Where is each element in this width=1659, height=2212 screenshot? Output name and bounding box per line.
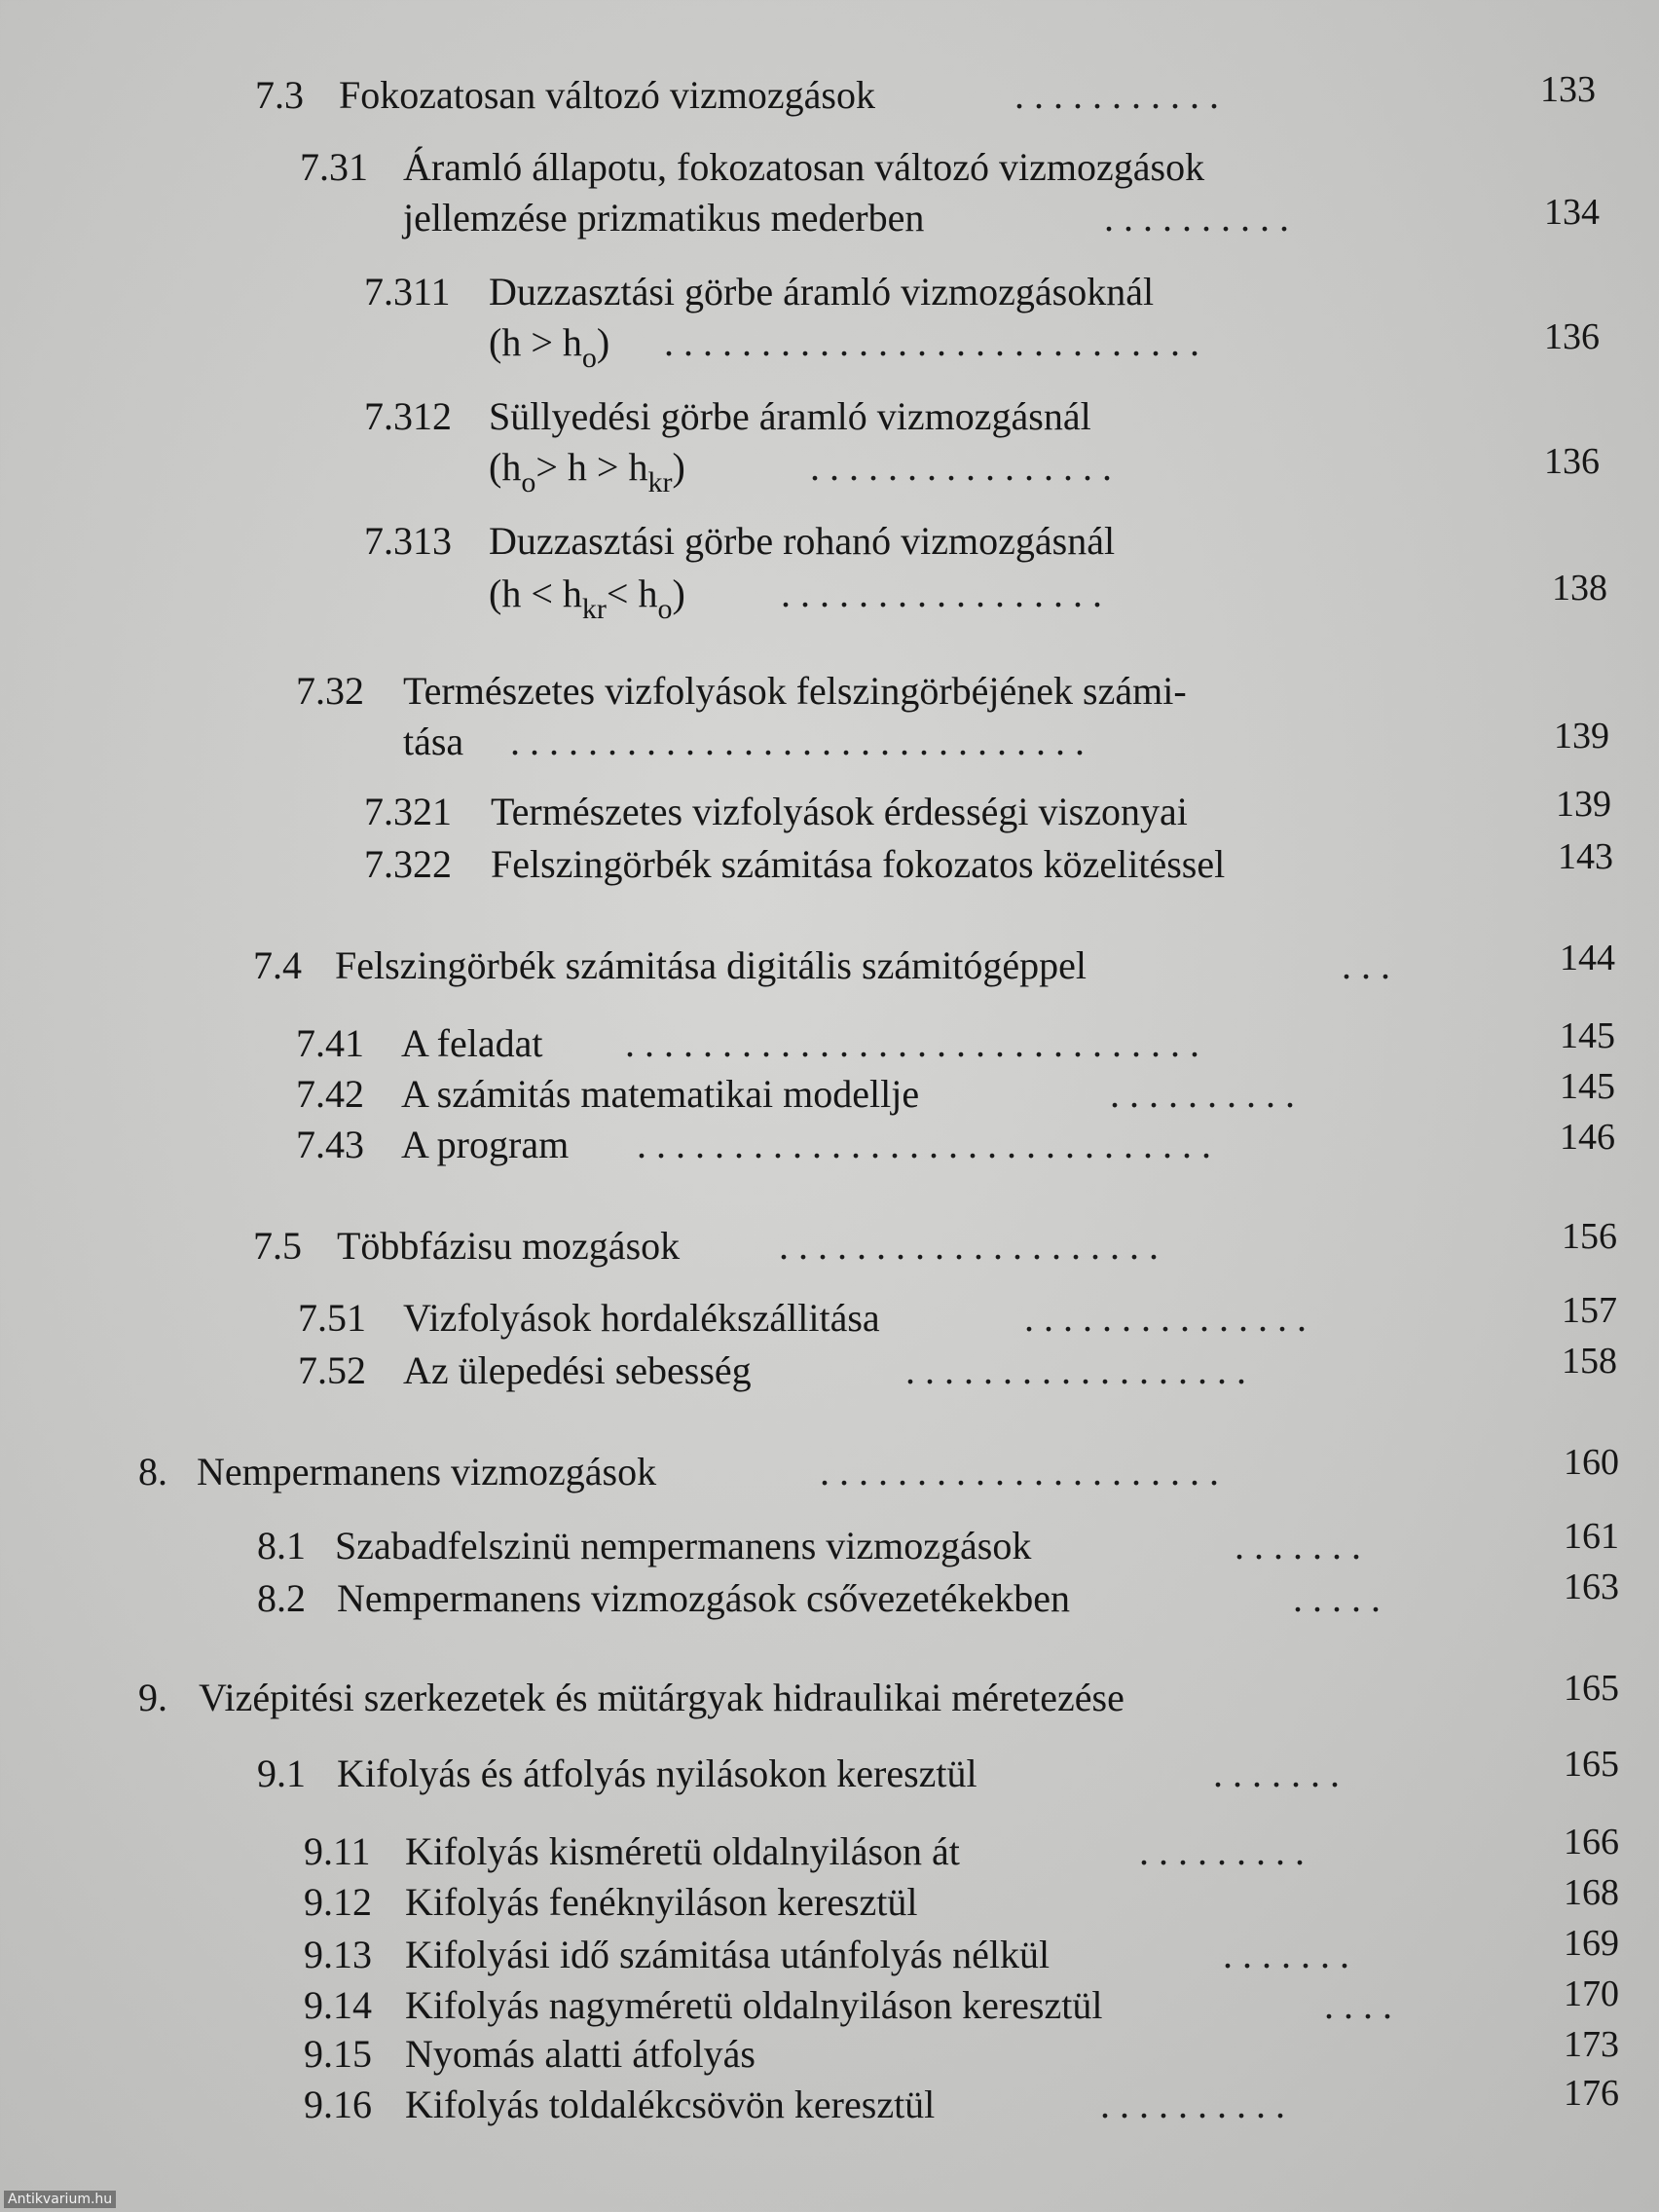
page-number: 145 bbox=[1560, 1015, 1615, 1056]
entry-number: 8. bbox=[138, 1450, 167, 1493]
entry-number: 9.14 bbox=[304, 1983, 372, 2027]
formula-part: > h > h bbox=[535, 445, 648, 489]
leader-dots: . . . . . . . . . . bbox=[1110, 1072, 1295, 1116]
entry-number: 9.15 bbox=[304, 2032, 372, 2076]
entry-title: Kifolyás fenéknyiláson keresztül bbox=[405, 1880, 918, 1924]
entry-title: Többfázisu mozgások bbox=[337, 1224, 681, 1268]
entry-title: Természetes vizfolyások felszingörbéjének számi- bbox=[403, 669, 1187, 713]
page-number: 165 bbox=[1564, 1668, 1619, 1709]
leader-dots: . . . . bbox=[1324, 1983, 1392, 2027]
entry-title: Nempermanens vizmozgások bbox=[197, 1450, 657, 1493]
leader-dots: . . . . . . . . . . . . . . . . . . . . . bbox=[820, 1450, 1219, 1493]
leader-dots: . . . . . . . . . . . bbox=[1014, 73, 1219, 117]
entry-number: 9. bbox=[138, 1676, 167, 1719]
leader-dots: . . . . . . . . . . . . . . . . . . . . . . . . . . . . . . bbox=[510, 719, 1085, 763]
leader-dots: . . . . . . . bbox=[1235, 1524, 1361, 1567]
entry-number: 7.312 bbox=[364, 394, 452, 438]
entry-title: Felszingörbék számitása digitális számitógéppel bbox=[335, 943, 1088, 987]
entry-number: 8.1 bbox=[257, 1524, 306, 1567]
page-number: 139 bbox=[1554, 716, 1609, 756]
entry-number: 7.311 bbox=[364, 270, 451, 313]
page-number: 144 bbox=[1560, 938, 1615, 978]
entry-title-cont: tása bbox=[403, 719, 464, 763]
entry-title-cont: jellemzése prizmatikus mederben bbox=[403, 196, 925, 240]
formula-part: ) bbox=[596, 320, 610, 364]
leader-dots: . . . . . . . . . . . . . . . . . bbox=[781, 571, 1102, 615]
page-number: 133 bbox=[1540, 69, 1596, 110]
leader-dots: . . . . . . . bbox=[1213, 1751, 1340, 1795]
page-number: 173 bbox=[1564, 2024, 1619, 2065]
page-number: 157 bbox=[1562, 1290, 1617, 1331]
leader-dots: . . . . . . . . . . . . . . . . . . . . bbox=[779, 1224, 1159, 1268]
leader-dots: . . . . . . . . . . . . . . . bbox=[1024, 1296, 1307, 1340]
page-number: 161 bbox=[1564, 1516, 1619, 1557]
entry-title: Szabadfelszinü nempermanens vizmozgások bbox=[335, 1524, 1032, 1567]
page-number: 176 bbox=[1564, 2073, 1619, 2114]
formula-subscript: o bbox=[581, 342, 597, 374]
entry-number: 9.16 bbox=[304, 2083, 372, 2126]
leader-dots: . . . . . . . bbox=[1223, 1933, 1349, 1976]
page-number: 134 bbox=[1544, 192, 1600, 233]
entry-title: Nempermanens vizmozgások csővezetékekben bbox=[337, 1576, 1071, 1620]
formula-part: ) bbox=[672, 571, 685, 615]
leader-dots: . . . . . . . . . . . . . . . . . . . . . . . . . . . . bbox=[664, 320, 1199, 364]
formula-part: (h > h bbox=[489, 320, 582, 364]
leader-dots: . . . . . . . . . . . . . . . . . . . . . . . . . . . . . . bbox=[637, 1123, 1211, 1166]
formula-subscript: kr bbox=[647, 466, 673, 498]
leader-dots: . . . bbox=[1342, 943, 1390, 987]
leader-dots: . . . . . . . . . . . . . . . . . . . . . . . . . . . . . . bbox=[625, 1021, 1199, 1065]
formula-subscript: kr bbox=[581, 593, 607, 625]
page-number: 170 bbox=[1564, 1973, 1619, 2014]
entry-title: Áramló állapotu, fokozatosan változó vizmozgások bbox=[403, 145, 1205, 189]
entry-number: 7.41 bbox=[296, 1021, 364, 1065]
formula-part: (h bbox=[489, 445, 522, 489]
leader-dots: . . . . . bbox=[1293, 1576, 1381, 1620]
page-number: 158 bbox=[1562, 1341, 1617, 1382]
page-number: 163 bbox=[1564, 1567, 1619, 1607]
entry-title: A számitás matematikai modellje bbox=[401, 1072, 920, 1116]
entry-number: 7.322 bbox=[364, 842, 452, 886]
watermark: Antikvarium.hu bbox=[4, 2191, 116, 2208]
entry-title: Süllyedési görbe áramló vizmozgásnál bbox=[489, 394, 1091, 438]
entry-number: 7.32 bbox=[296, 669, 364, 713]
page-number: 136 bbox=[1544, 441, 1600, 482]
page-number: 138 bbox=[1552, 568, 1607, 608]
entry-title: Fokozatosan változó vizmozgások bbox=[339, 73, 875, 117]
leader-dots: . . . . . . . . . bbox=[1139, 1829, 1305, 1873]
entry-title: A feladat bbox=[401, 1021, 543, 1065]
entry-title: Természetes vizfolyások érdességi viszonyai bbox=[491, 790, 1188, 833]
formula-subscript: o bbox=[521, 466, 536, 498]
leader-dots: . . . . . . . . . . . . . . . . . . bbox=[905, 1348, 1246, 1392]
entry-title: Kifolyás és átfolyás nyilásokon keresztül bbox=[337, 1751, 977, 1795]
entry-title: Kifolyás kisméretü oldalnyiláson át bbox=[405, 1829, 960, 1873]
entry-title: Kifolyási idő számitása utánfolyás nélkül bbox=[405, 1933, 1051, 1976]
page-number: 160 bbox=[1564, 1442, 1619, 1483]
page-number: 139 bbox=[1556, 784, 1611, 825]
entry-number: 7.52 bbox=[298, 1348, 366, 1392]
entry-title: Felszingörbék számitása fokozatos közelitéssel bbox=[491, 842, 1226, 886]
entry-number: 7.31 bbox=[300, 145, 368, 189]
page-number: 166 bbox=[1564, 1822, 1619, 1862]
entry-title: A program bbox=[401, 1123, 570, 1166]
entry-number: 9.11 bbox=[304, 1829, 371, 1873]
formula-subscript: o bbox=[657, 593, 673, 625]
entry-number: 7.313 bbox=[364, 519, 452, 563]
entry-number: 9.12 bbox=[304, 1880, 372, 1924]
formula-part: (h < h bbox=[489, 571, 582, 615]
entry-number: 9.13 bbox=[304, 1933, 372, 1976]
entry-number: 7.43 bbox=[296, 1123, 364, 1166]
entry-title: Kifolyás toldalékcsövön keresztül bbox=[405, 2083, 936, 2126]
entry-number: 9.1 bbox=[257, 1751, 306, 1795]
entry-title: Nyomás alatti átfolyás bbox=[405, 2032, 756, 2076]
formula-part: ) bbox=[672, 445, 685, 489]
entry-number: 8.2 bbox=[257, 1576, 306, 1620]
entry-number: 7.3 bbox=[255, 73, 304, 117]
entry-number: 7.51 bbox=[298, 1296, 366, 1340]
entry-title: Vizépitési szerkezetek és mütárgyak hidraulikai méretezése bbox=[199, 1676, 1124, 1719]
page-number: 143 bbox=[1558, 836, 1613, 877]
entry-title: Kifolyás nagyméretü oldalnyiláson keresztül bbox=[405, 1983, 1103, 2027]
page-number: 156 bbox=[1562, 1216, 1617, 1257]
entry-title: Duzzasztási görbe áramló vizmozgásoknál bbox=[489, 270, 1155, 313]
leader-dots: . . . . . . . . . . bbox=[1100, 2083, 1285, 2126]
page-number: 168 bbox=[1564, 1872, 1619, 1913]
page-number: 136 bbox=[1544, 316, 1600, 357]
entry-number: 7.321 bbox=[364, 790, 452, 833]
entry-number: 7.4 bbox=[253, 943, 302, 987]
entry-number: 7.5 bbox=[253, 1224, 302, 1268]
page-number: 169 bbox=[1564, 1923, 1619, 1964]
entry-number: 7.42 bbox=[296, 1072, 364, 1116]
entry-title: Duzzasztási görbe rohanó vizmozgásnál bbox=[489, 519, 1116, 563]
entry-title: Vizfolyások hordalékszállitása bbox=[403, 1296, 880, 1340]
leader-dots: . . . . . . . . . . bbox=[1104, 196, 1289, 240]
page-number: 146 bbox=[1560, 1117, 1615, 1158]
entry-title: Az ülepedési sebesség bbox=[403, 1348, 752, 1392]
leader-dots: . . . . . . . . . . . . . . . . bbox=[810, 445, 1112, 489]
formula-part: < h bbox=[606, 571, 658, 615]
page-number: 165 bbox=[1564, 1744, 1619, 1785]
page-number: 145 bbox=[1560, 1066, 1615, 1107]
